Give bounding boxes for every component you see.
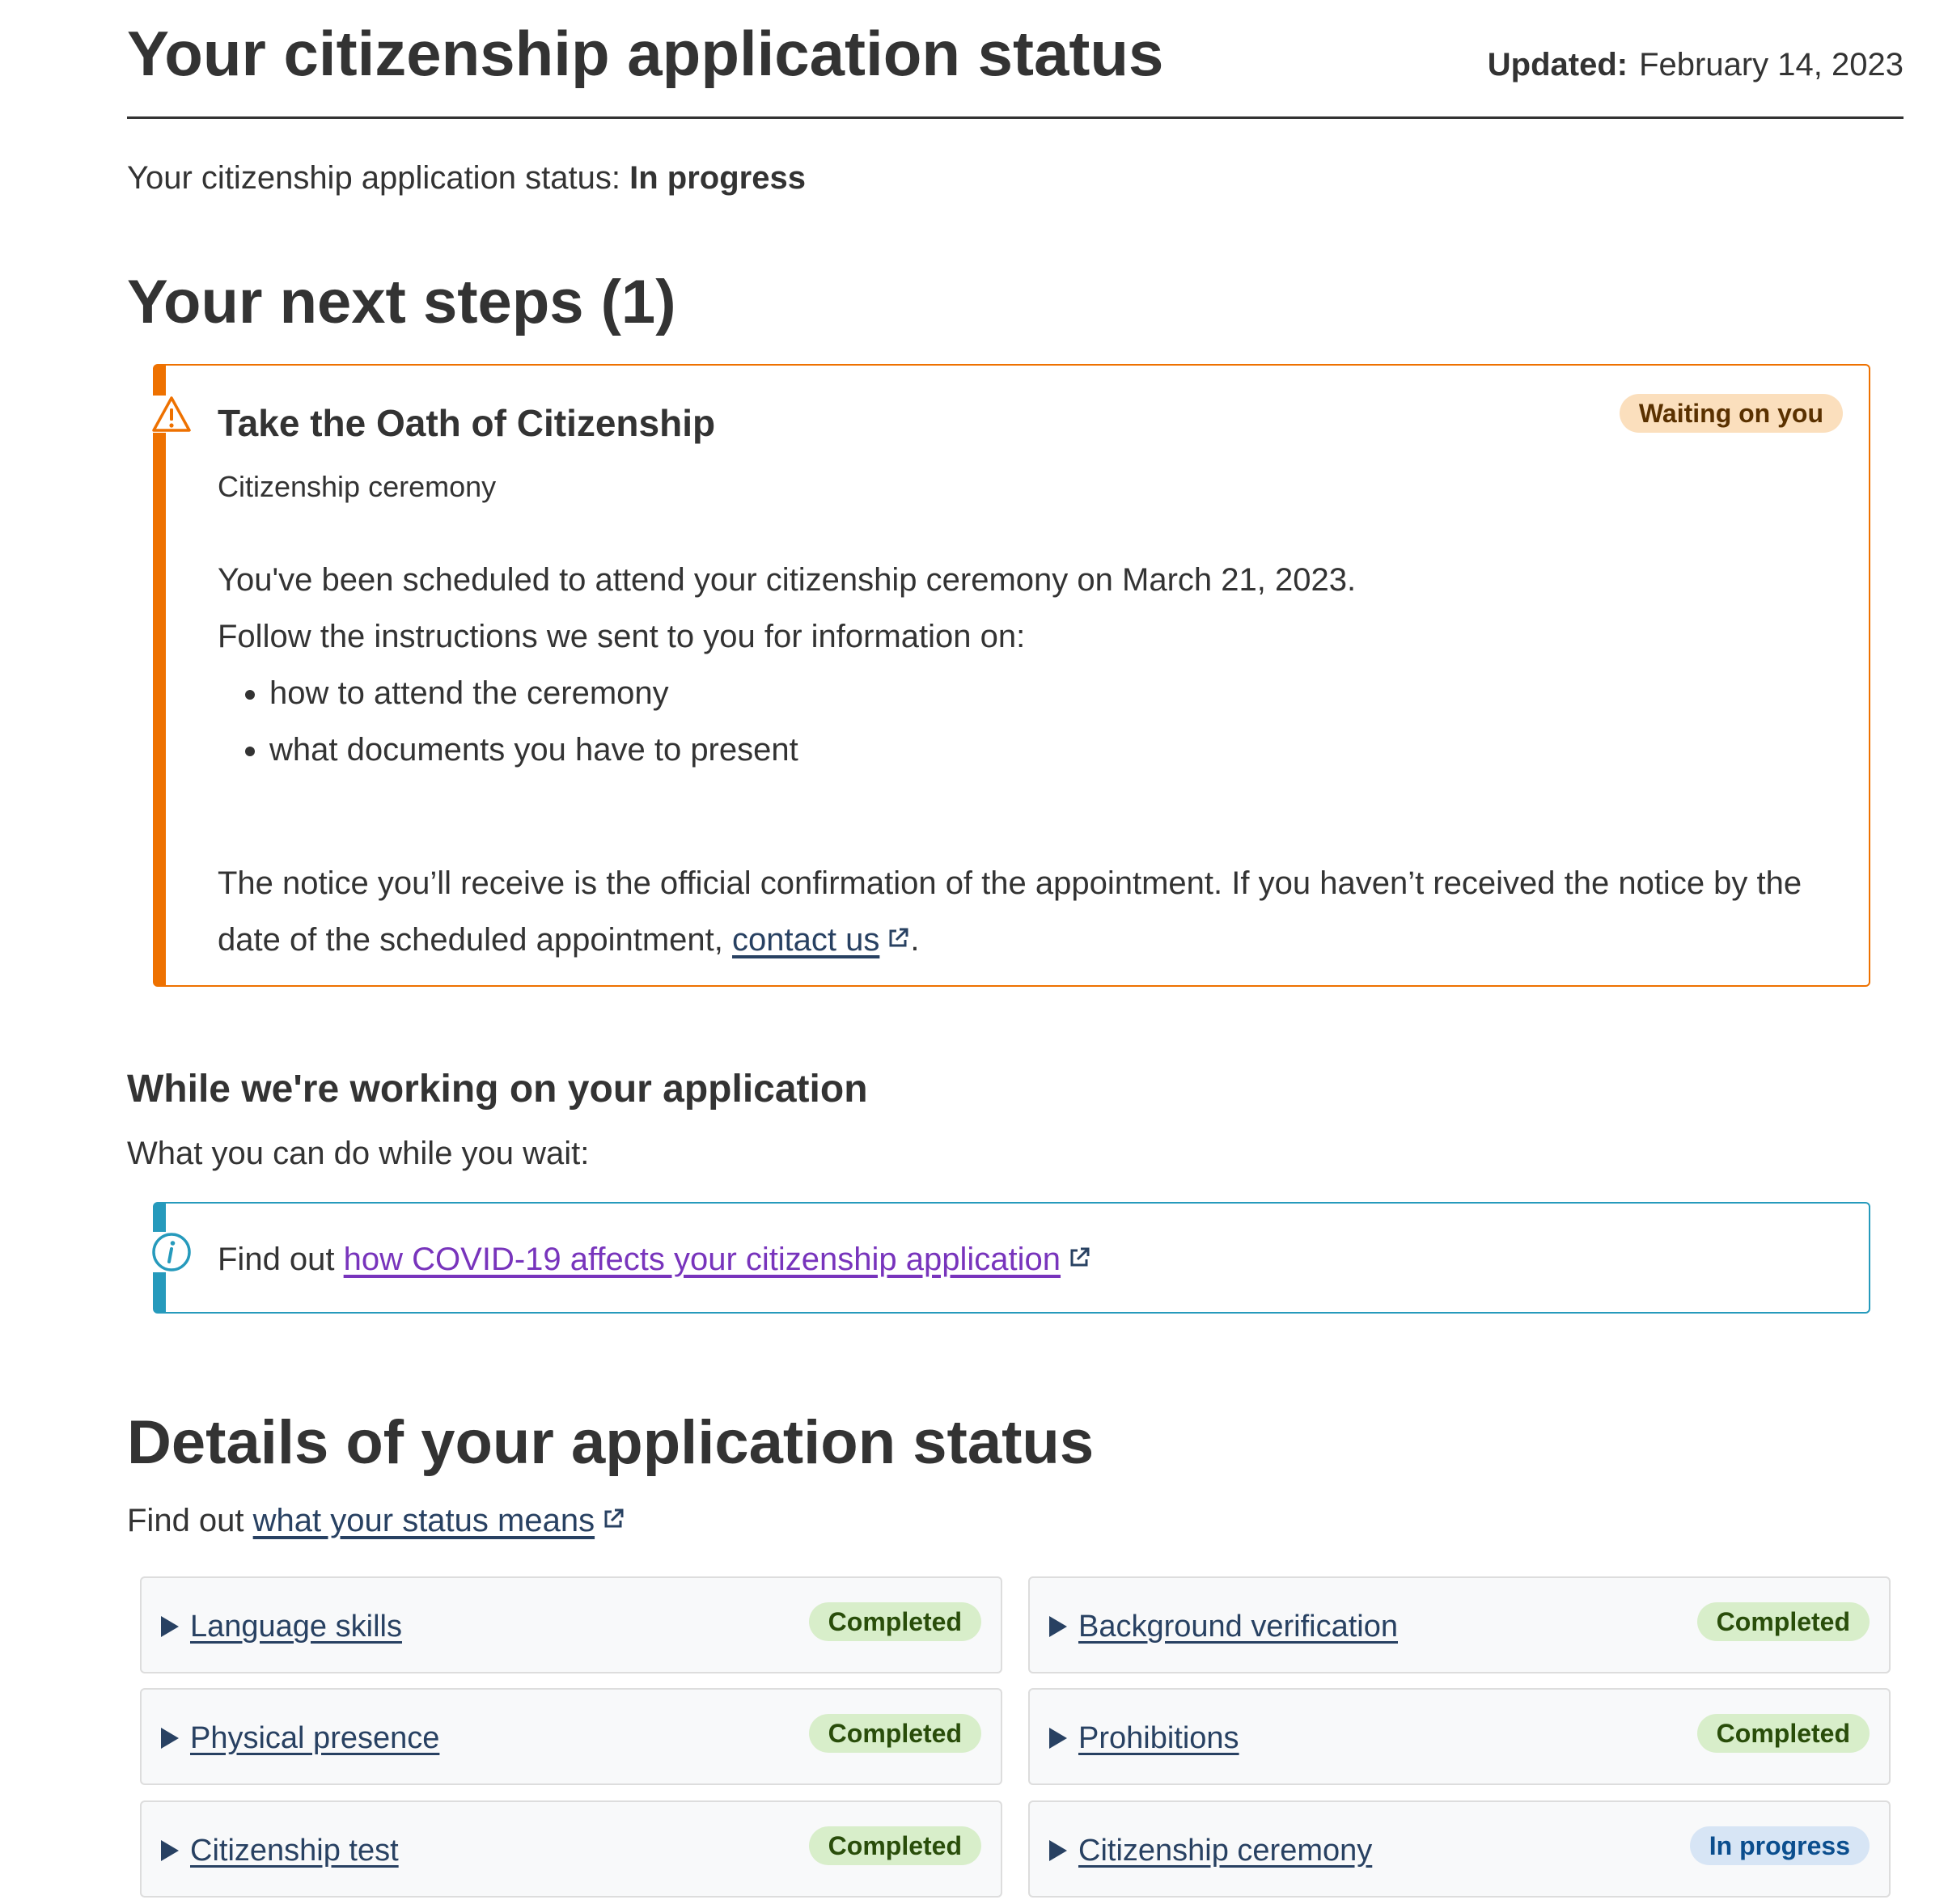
- list-item: • what documents you have to present: [269, 721, 1836, 778]
- details-item-label[interactable]: Prohibitions: [1078, 1721, 1239, 1755]
- step-body: [218, 552, 1836, 968]
- list-item: • how to attend the ceremony: [269, 665, 1836, 721]
- notice-text: [218, 855, 1836, 968]
- covid-link[interactable]: how COVID-19 affects your citizenship application: [343, 1242, 1061, 1277]
- expand-triangle-icon: [1049, 1840, 1067, 1861]
- info-prefix: Find out: [218, 1242, 335, 1277]
- in-progress-badge: In progress: [1690, 1826, 1870, 1865]
- application-status-line: [127, 159, 806, 197]
- details-item-prohibitions[interactable]: [1028, 1688, 1891, 1785]
- completed-badge: Completed: [1697, 1714, 1870, 1753]
- details-item-label[interactable]: Background verification: [1078, 1610, 1398, 1644]
- info-text: [218, 1240, 1091, 1279]
- expand-triangle-icon: [1049, 1616, 1067, 1637]
- find-out-prefix: Find out: [127, 1503, 244, 1538]
- details-item-label[interactable]: Citizenship test: [190, 1834, 399, 1868]
- completed-badge: Completed: [809, 1602, 981, 1641]
- details-item-label[interactable]: Citizenship ceremony: [1078, 1834, 1373, 1868]
- waiting-badge: Waiting on you: [1620, 394, 1843, 433]
- notice-text-before-link: The notice you’ll receive is the official confirmation of the appointment. If you haven’t received the notice by the date of the scheduled appointment,: [218, 865, 1802, 958]
- details-item-language-skills[interactable]: [140, 1576, 1002, 1673]
- warning-icon: [151, 396, 192, 433]
- external-link-icon: [1067, 1240, 1091, 1279]
- info-icon: [151, 1232, 192, 1272]
- details-item-citizenship-test[interactable]: [140, 1800, 1002, 1898]
- next-steps-heading: Your next steps (1): [127, 268, 676, 336]
- completed-badge: Completed: [1697, 1602, 1870, 1641]
- details-item-citizenship-ceremony[interactable]: [1028, 1800, 1891, 1898]
- contact-us-link[interactable]: contact us: [732, 922, 880, 958]
- status-meaning-line: [127, 1501, 625, 1540]
- step-subtitle: Citizenship ceremony: [218, 470, 497, 503]
- while-working-intro: What you can do while you wait:: [127, 1136, 590, 1171]
- details-heading: Details of your application status: [127, 1408, 1095, 1477]
- expand-triangle-icon: [1049, 1728, 1067, 1749]
- expand-triangle-icon: [161, 1728, 179, 1749]
- details-item-background-verification[interactable]: [1028, 1576, 1891, 1673]
- covid-info-card: [153, 1202, 1870, 1314]
- updated-value: February 14, 2023: [1639, 47, 1904, 83]
- notice-text-after-link: .: [910, 922, 920, 958]
- while-working-heading: While we're working on your application: [127, 1068, 868, 1111]
- external-link-icon: [601, 1501, 625, 1540]
- updated-label: Updated:: [1487, 47, 1628, 83]
- completed-badge: Completed: [809, 1826, 981, 1865]
- step-title: Take the Oath of Citizenship: [218, 402, 716, 444]
- expand-triangle-icon: [161, 1616, 179, 1637]
- expand-triangle-icon: [161, 1840, 179, 1861]
- page-title: Your citizenship application status: [127, 18, 1164, 89]
- page-header: [127, 0, 1904, 119]
- instructions-list: [218, 665, 1836, 778]
- instructions-text: Follow the instructions we sent to you for information on:: [218, 619, 1026, 654]
- scheduled-text: You've been scheduled to attend your citizenship ceremony on March 21, 2023.: [218, 562, 1357, 598]
- external-link-icon: [886, 912, 910, 968]
- details-item-label[interactable]: Physical presence: [190, 1721, 440, 1755]
- status-value: In progress: [629, 160, 806, 196]
- status-meaning-link[interactable]: what your status means: [252, 1503, 595, 1538]
- details-item-physical-presence[interactable]: [140, 1688, 1002, 1785]
- next-step-card: [153, 364, 1870, 987]
- completed-badge: Completed: [809, 1714, 981, 1753]
- updated-date: [1488, 45, 1904, 84]
- status-prefix: Your citizenship application status:: [127, 160, 620, 196]
- page: [127, 0, 1904, 1868]
- details-item-label[interactable]: Language skills: [190, 1610, 402, 1644]
